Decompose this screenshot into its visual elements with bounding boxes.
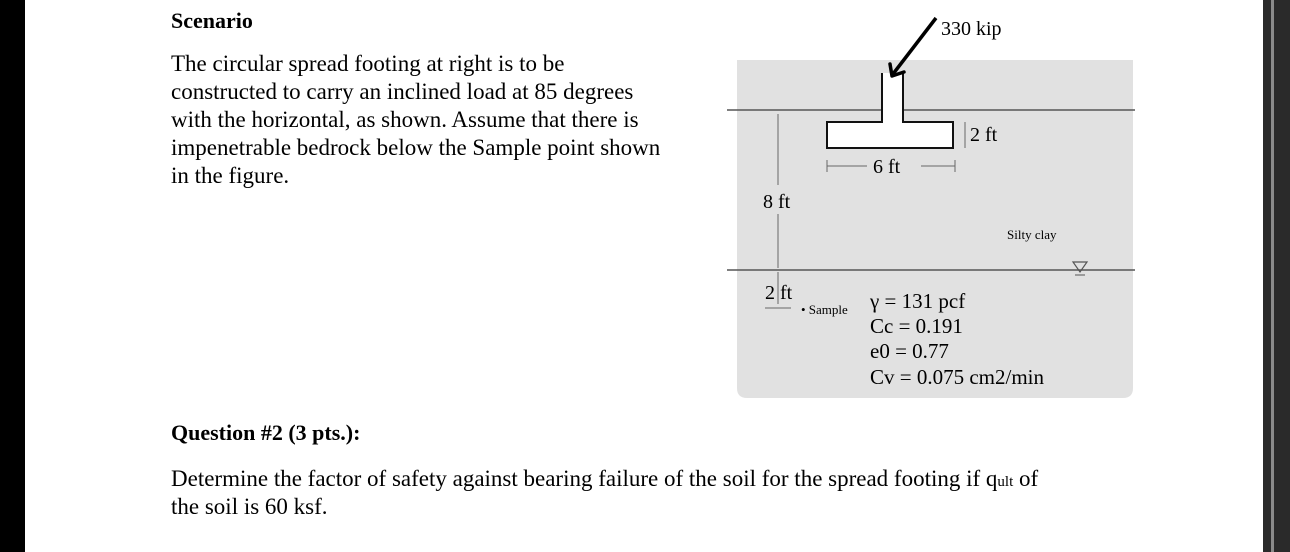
scenario-line: The circular spread footing at right is to be (171, 51, 565, 76)
scrollbar[interactable] (1263, 0, 1290, 552)
scenario-paragraph (171, 50, 660, 190)
question-subscript: ult (997, 474, 1014, 490)
scenario-line: with the horizontal, as shown. Assume that there is (171, 107, 639, 132)
question-text-end: of (1013, 466, 1039, 491)
scenario-line: impenetrable bedrock below the Sample point shown (171, 135, 661, 160)
scenario-line: in the figure. (171, 163, 290, 188)
soil-label: Silty clay (1007, 227, 1057, 242)
depth-label: 8 ft (763, 191, 791, 213)
sample-depth-label: 2 ft (765, 282, 793, 304)
scenario-line: constructed to carry an inclined load at 85 degrees (171, 79, 634, 104)
property-cc: Cc = 0.191 (870, 314, 963, 338)
question-line-2: the soil is 60 ksf. (171, 494, 328, 519)
question-text: Determine the factor of safety against bearing failure of the soil for the spread footing if q (171, 466, 998, 491)
question-line-1 (171, 465, 1038, 496)
sample-label: • Sample (801, 302, 848, 317)
footing-figure (725, 0, 1145, 410)
load-label: 330 kip (941, 18, 1002, 40)
property-e0: e0 = 0.77 (870, 339, 949, 363)
property-cv: Cv = 0.075 cm2/min (870, 365, 1045, 389)
width-label: 6 ft (873, 156, 901, 178)
property-unit-weight: γ = 131 pcf (870, 289, 966, 313)
question-heading: Question #2 (3 pts.): (171, 420, 361, 445)
scrollbar-edge (1271, 0, 1274, 552)
thickness-label: 2 ft (970, 124, 998, 146)
scenario-heading: Scenario (171, 8, 253, 33)
